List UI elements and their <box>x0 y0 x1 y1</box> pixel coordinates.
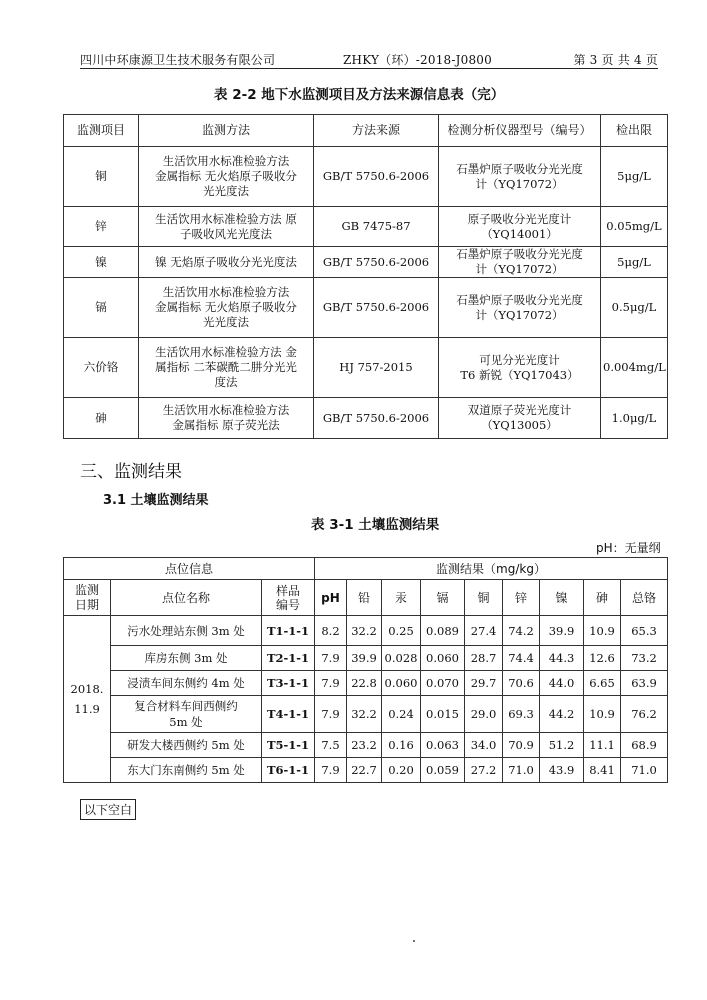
cell-point-name: 复合材料车间西侧约 5m 处 <box>111 696 262 733</box>
cell-point-name: 东大门东南侧约 5m 处 <box>111 758 262 783</box>
cell-limit: 0.5μg/L <box>601 278 668 338</box>
cell-value: 70.6 <box>503 671 540 696</box>
cell-source: GB/T 5750.6-2006 <box>314 247 439 278</box>
groundwater-method-table <box>63 114 668 439</box>
date-header: 监测 日期 <box>64 580 111 616</box>
analyte-header: pH <box>315 580 347 616</box>
cell-value: 0.060 <box>382 671 421 696</box>
cell-method: 生活饮用水标准检验方法 金属指标 无火焰原子吸收分 光光度法 <box>139 278 314 338</box>
cell-value: 65.3 <box>621 616 668 646</box>
section-heading: 三、监测结果 <box>80 462 182 482</box>
cell-value: 29.0 <box>465 696 503 733</box>
table-row <box>64 671 668 696</box>
cell-value: 51.2 <box>540 733 584 758</box>
cell-method: 镍 无焰原子吸收分光光度法 <box>139 247 314 278</box>
cell-value: 73.2 <box>621 646 668 671</box>
cell-value: 0.16 <box>382 733 421 758</box>
cell-instrument: 石墨炉原子吸收分光光度 计（YQ17072） <box>439 278 601 338</box>
cell-value: 0.028 <box>382 646 421 671</box>
table22-caption: 表 2-2 地下水监测项目及方法来源信息表（完） <box>214 87 505 103</box>
ph-unit-note: pH：无量纲 <box>596 541 661 555</box>
cell-value: 7.9 <box>315 696 347 733</box>
cell-source: GB/T 5750.6-2006 <box>314 398 439 439</box>
table-row <box>64 646 668 671</box>
analyte-header: 砷 <box>584 580 621 616</box>
cell-instrument: 可见分光光度计 T6 新锐（YQ17043） <box>439 338 601 398</box>
point-info-header: 点位信息 <box>64 558 315 580</box>
cell-value: 74.4 <box>503 646 540 671</box>
cell-instrument: 石墨炉原子吸收分光光度 计（YQ17072） <box>439 147 601 207</box>
cell-method: 生活饮用水标准检验方法 原 子吸收风光光度法 <box>139 207 314 247</box>
cell-value: 0.089 <box>421 616 465 646</box>
cell-value: 76.2 <box>621 696 668 733</box>
cell-value: 74.2 <box>503 616 540 646</box>
cell-sample-code: T5-1-1 <box>262 733 315 758</box>
cell-point-name: 库房东侧 3m 处 <box>111 646 262 671</box>
table-row <box>64 278 668 338</box>
cell-item: 六价铬 <box>64 338 139 398</box>
col-header: 检出限 <box>601 115 668 147</box>
cell-value: 0.015 <box>421 696 465 733</box>
cell-item: 铜 <box>64 147 139 207</box>
cell-value: 68.9 <box>621 733 668 758</box>
cell-value: 29.7 <box>465 671 503 696</box>
table-header-row <box>64 558 668 580</box>
col-header: 检测分析仪器型号（编号） <box>439 115 601 147</box>
table-row <box>64 696 668 733</box>
analyte-header: 镉 <box>421 580 465 616</box>
cell-value: 0.25 <box>382 616 421 646</box>
cell-value: 28.7 <box>465 646 503 671</box>
cell-value: 0.24 <box>382 696 421 733</box>
sample-no-header: 样品 编号 <box>262 580 315 616</box>
cell-value: 0.063 <box>421 733 465 758</box>
table-row <box>64 733 668 758</box>
analyte-header: 锌 <box>503 580 540 616</box>
cell-value: 44.0 <box>540 671 584 696</box>
table-row <box>64 147 668 207</box>
page-header <box>80 51 658 69</box>
col-header: 监测项目 <box>64 115 139 147</box>
cell-value: 8.41 <box>584 758 621 783</box>
cell-limit: 0.05mg/L <box>601 207 668 247</box>
cell-value: 6.65 <box>584 671 621 696</box>
cell-sample-code: T2-1-1 <box>262 646 315 671</box>
company-name: 四川中环康源卫生技术服务有限公司 <box>80 53 276 67</box>
cell-item: 锌 <box>64 207 139 247</box>
point-name-header: 点位名称 <box>111 580 262 616</box>
table-row <box>64 398 668 439</box>
table-row <box>64 758 668 783</box>
analyte-header: 铜 <box>465 580 503 616</box>
results-header: 监测结果（mg/kg） <box>315 558 668 580</box>
analyte-header: 铅 <box>347 580 382 616</box>
cell-method: 生活饮用水标准检验方法 金 属指标 二苯碳酰二肼分光光 度法 <box>139 338 314 398</box>
cell-point-name: 研发大楼西侧约 5m 处 <box>111 733 262 758</box>
cell-value: 0.060 <box>421 646 465 671</box>
table-row <box>64 247 668 278</box>
cell-value: 7.9 <box>315 646 347 671</box>
subsection-heading: 3.1 土壤监测结果 <box>103 493 209 508</box>
cell-method: 生活饮用水标准检验方法 金属指标 无火焰原子吸收分 光光度法 <box>139 147 314 207</box>
cell-limit: 5μg/L <box>601 147 668 207</box>
cell-sample-code: T6-1-1 <box>262 758 315 783</box>
cell-instrument: 原子吸收分光光度计 （YQ14001） <box>439 207 601 247</box>
cell-limit: 0.004mg/L <box>601 338 668 398</box>
cell-value: 63.9 <box>621 671 668 696</box>
table-row <box>64 616 668 646</box>
page-number: 第 3 页 共 4 页 <box>573 53 658 67</box>
cell-value: 32.2 <box>347 616 382 646</box>
cell-item: 镉 <box>64 278 139 338</box>
cell-point-name: 浸渍车间东侧约 4m 处 <box>111 671 262 696</box>
cell-value: 10.9 <box>584 616 621 646</box>
cell-source: GB 7475-87 <box>314 207 439 247</box>
cell-value: 39.9 <box>347 646 382 671</box>
col-header: 方法来源 <box>314 115 439 147</box>
cell-source: HJ 757-2015 <box>314 338 439 398</box>
scan-speck <box>413 940 415 942</box>
cell-source: GB/T 5750.6-2006 <box>314 278 439 338</box>
table31-caption: 表 3-1 土壤监测结果 <box>311 517 440 533</box>
cell-limit: 1.0μg/L <box>601 398 668 439</box>
cell-value: 11.1 <box>584 733 621 758</box>
cell-value: 44.2 <box>540 696 584 733</box>
cell-value: 71.0 <box>621 758 668 783</box>
report-number: ZHKY（环）-2018-J0800 <box>343 53 492 67</box>
blank-below-note: 以下空白 <box>80 799 136 820</box>
table-header-row <box>64 115 668 147</box>
cell-value: 27.4 <box>465 616 503 646</box>
cell-value: 10.9 <box>584 696 621 733</box>
cell-value: 0.070 <box>421 671 465 696</box>
cell-value: 69.3 <box>503 696 540 733</box>
cell-value: 7.5 <box>315 733 347 758</box>
cell-item: 镍 <box>64 247 139 278</box>
cell-value: 22.7 <box>347 758 382 783</box>
cell-value: 0.059 <box>421 758 465 783</box>
cell-point-name: 污水处理站东侧 3m 处 <box>111 616 262 646</box>
table31-body <box>64 616 668 783</box>
cell-value: 0.20 <box>382 758 421 783</box>
cell-method: 生活饮用水标准检验方法 金属指标 原子荧光法 <box>139 398 314 439</box>
cell-value: 43.9 <box>540 758 584 783</box>
table-row <box>64 207 668 247</box>
cell-value: 70.9 <box>503 733 540 758</box>
header-rule <box>80 68 658 69</box>
cell-value: 23.2 <box>347 733 382 758</box>
cell-item: 砷 <box>64 398 139 439</box>
cell-value: 22.8 <box>347 671 382 696</box>
cell-limit: 5μg/L <box>601 247 668 278</box>
cell-value: 71.0 <box>503 758 540 783</box>
table-header-row <box>64 580 668 616</box>
cell-instrument: 双道原子荧光光度计 （YQ13005） <box>439 398 601 439</box>
table22-body <box>64 147 668 439</box>
table-row <box>64 338 668 398</box>
soil-results-table <box>63 557 668 783</box>
cell-sample-code: T3-1-1 <box>262 671 315 696</box>
cell-value: 8.2 <box>315 616 347 646</box>
cell-value: 7.9 <box>315 671 347 696</box>
cell-value: 27.2 <box>465 758 503 783</box>
cell-value: 12.6 <box>584 646 621 671</box>
cell-value: 7.9 <box>315 758 347 783</box>
cell-value: 44.3 <box>540 646 584 671</box>
cell-value: 39.9 <box>540 616 584 646</box>
col-header: 监测方法 <box>139 115 314 147</box>
cell-value: 34.0 <box>465 733 503 758</box>
analyte-header: 总铬 <box>621 580 668 616</box>
cell-sample-code: T4-1-1 <box>262 696 315 733</box>
analyte-header: 镍 <box>540 580 584 616</box>
cell-source: GB/T 5750.6-2006 <box>314 147 439 207</box>
analyte-header: 汞 <box>382 580 421 616</box>
cell-sample-code: T1-1-1 <box>262 616 315 646</box>
cell-value: 32.2 <box>347 696 382 733</box>
cell-instrument: 石墨炉原子吸收分光光度 计（YQ17072） <box>439 247 601 278</box>
cell-date: 2018. 11.9 <box>64 616 111 783</box>
